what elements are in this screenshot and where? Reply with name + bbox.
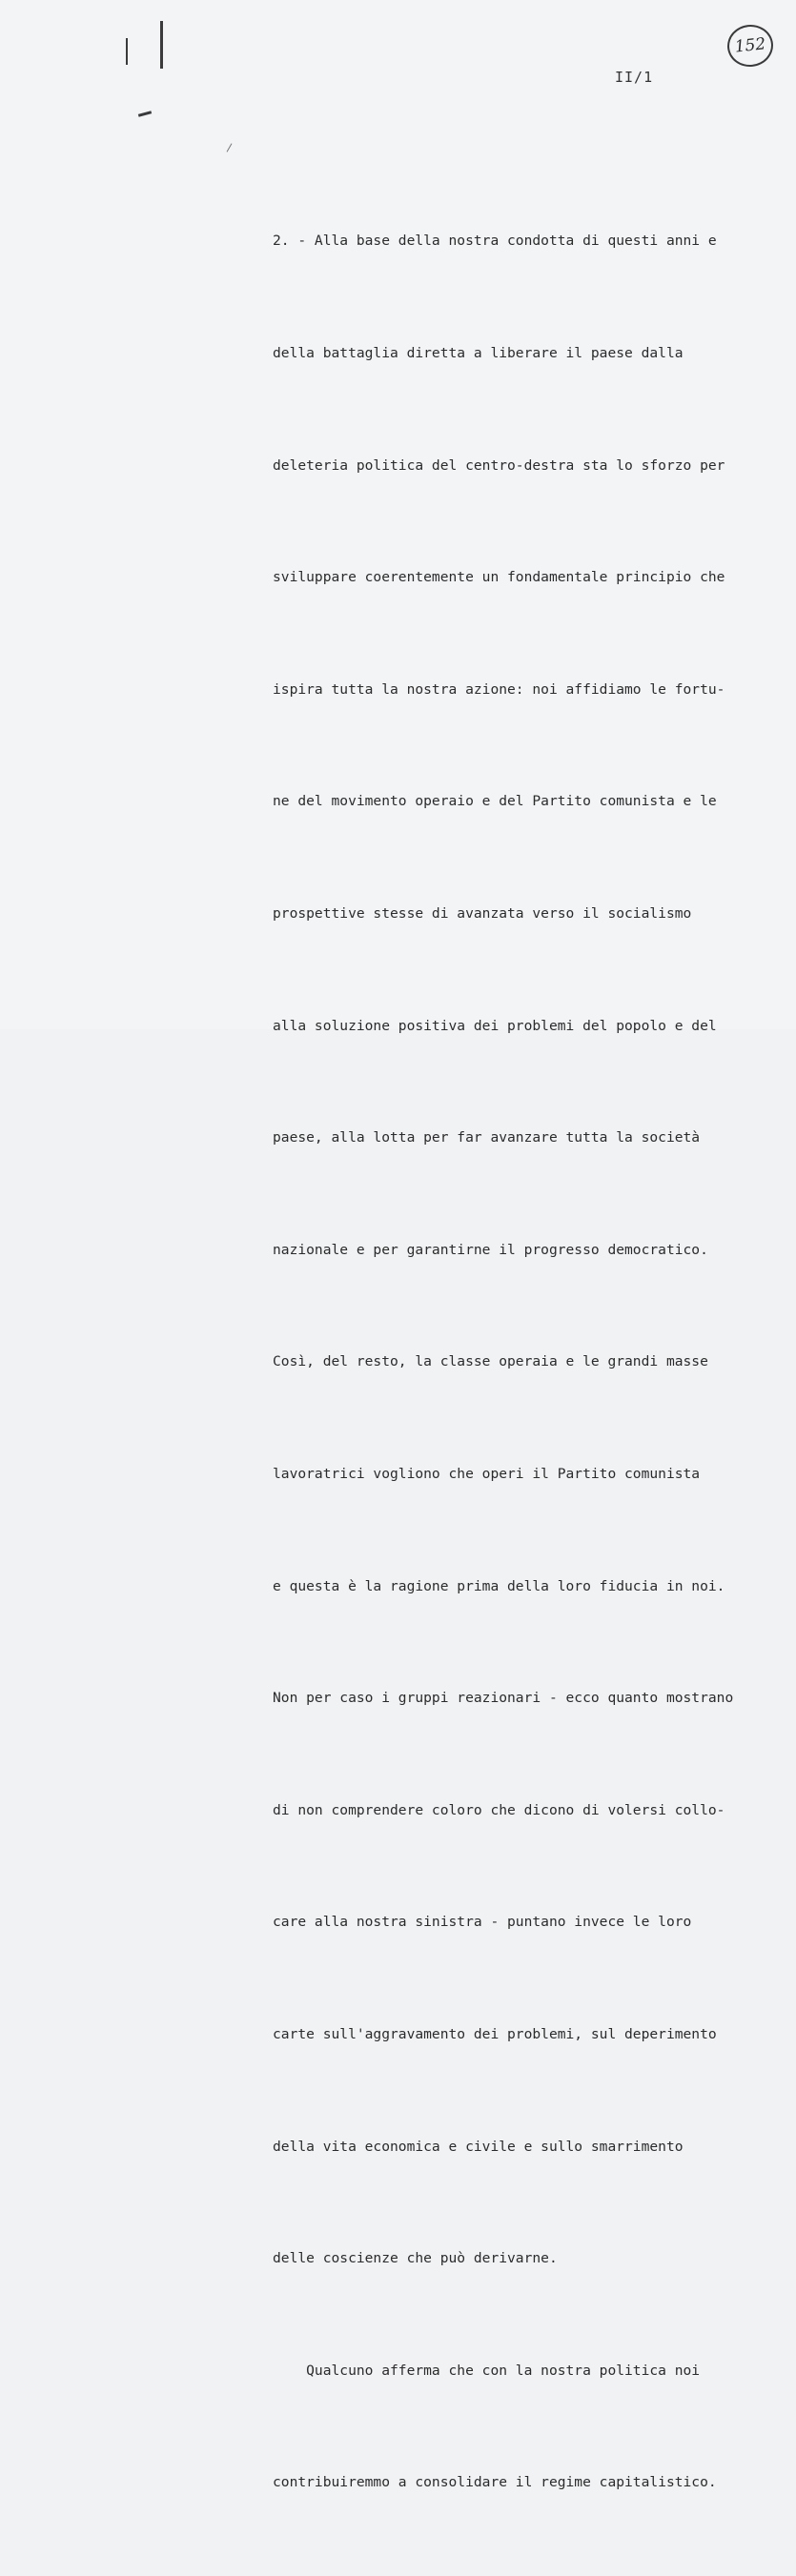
text-line: e questa è la ragione prima della loro fiducia in noi. xyxy=(273,1577,725,1594)
text-line: lavoratrici vogliono che operi il Partito comunista xyxy=(273,1465,701,1482)
text-line: delle coscienze che può derivarne. xyxy=(273,2250,558,2267)
text-line: Così, del resto, la classe operaia e le grandi masse xyxy=(273,1353,708,1370)
staple-mark-3 xyxy=(138,111,152,117)
typewritten-body xyxy=(273,148,787,2576)
text-line: 2. - Alla base della nostra condotta di questi anni e xyxy=(273,233,717,250)
text-line: della vita economica e civile e sullo smarrimento xyxy=(273,2138,684,2155)
pencil-tick xyxy=(227,143,233,152)
text-line: ispira tutta la nostra azione: noi affidiamo le fortu- xyxy=(273,680,725,698)
text-line: alla soluzione positiva dei problemi del popolo e del xyxy=(273,1017,717,1034)
staple-mark-2 xyxy=(160,21,163,69)
text-line: della battaglia diretta a liberare il paese dalla xyxy=(273,345,684,361)
text-line: Non per caso i gruppi reazionari - ecco quanto mostrano xyxy=(273,1690,734,1707)
page-number-stamp: 152 xyxy=(725,23,775,70)
staple-mark-1 xyxy=(126,38,128,65)
text-line: prospettive stesse di avanzata verso il socialismo xyxy=(273,904,692,922)
text-line: carte sull'aggravamento dei problemi, sul deperimento xyxy=(273,2025,717,2042)
text-line: deleteria politica del centro-destra sta lo sforzo per xyxy=(273,456,725,474)
text-line: care alla nostra sinistra - puntano invece le loro xyxy=(273,1914,692,1931)
text-line: contribuiremmo a consolidare il regime capitalistico. xyxy=(273,2474,717,2491)
text-line: Qualcuno afferma che con la nostra politica noi xyxy=(273,2362,701,2379)
text-line: sviluppare coerentemente un fondamentale principio che xyxy=(273,569,725,586)
text-line: ne del movimento operaio e del Partito comunista e le xyxy=(273,793,717,810)
text-line: nazionale e per garantirne il progresso democratico. xyxy=(273,1241,708,1258)
text-line: paese, alla lotta per far avanzare tutta la società xyxy=(273,1129,701,1146)
text-line: di non comprendere coloro che dicono di volersi collo- xyxy=(273,1801,725,1818)
section-reference: II/1 xyxy=(615,69,654,86)
